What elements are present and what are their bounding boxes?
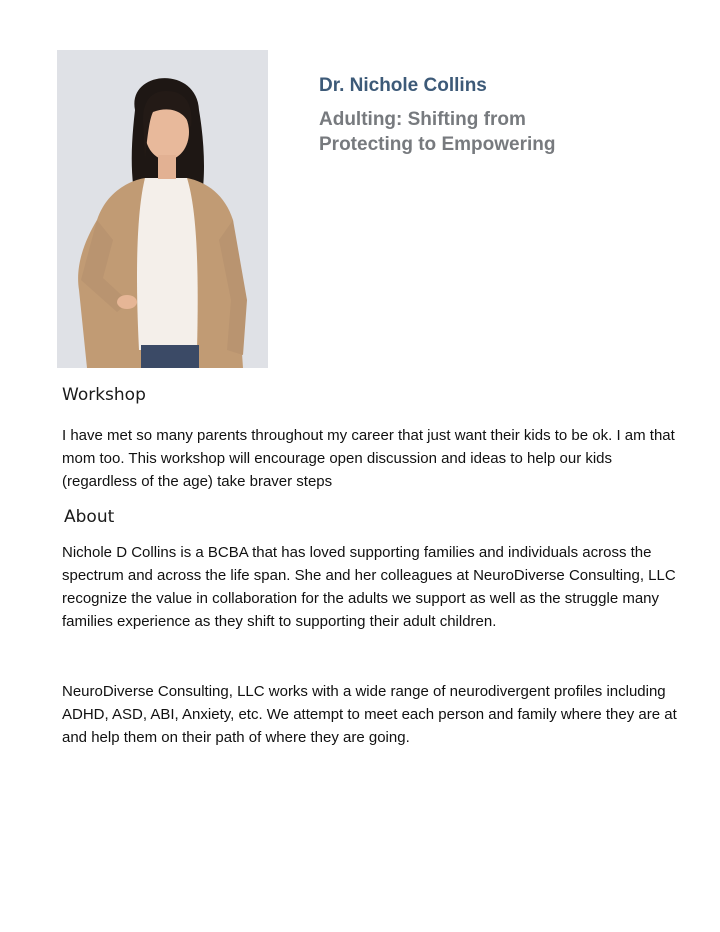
about-heading: About [64, 507, 115, 527]
speaker-portrait-illustration [57, 50, 268, 368]
workshop-description: I have met so many parents throughout my career that just want their kids to be ok. I am that mom too. This workshop will encourage open discussion and ideas to help our kids (regardless of the age) take braver steps [62, 427, 675, 490]
about-paragraph-1: Nichole D Collins is a BCBA that has loved supporting families and individuals across the spectrum and across the life span. She and her colleagues at NeuroDiverse Consulting, LLC recognize the value in collaboration for the adults we support as well as the struggle many families experience as they shift to supporting their adult children. [62, 544, 676, 630]
talk-title-line-1: Adulting: Shifting from [319, 109, 526, 130]
speaker-photo [57, 50, 268, 368]
speaker-name: Dr. Nichole Collins [319, 75, 487, 96]
talk-title-line-2: Protecting to Empowering [319, 134, 556, 155]
workshop-heading: Workshop [62, 385, 146, 405]
talk-title [319, 107, 639, 157]
about-paragraph-2: NeuroDiverse Consulting, LLC works with a wide range of neurodivergent profiles including ADHD, ASD, ABI, Anxiety, etc. We attempt to meet each person and family where they are at and help them on their path of where they are going. [62, 683, 677, 746]
